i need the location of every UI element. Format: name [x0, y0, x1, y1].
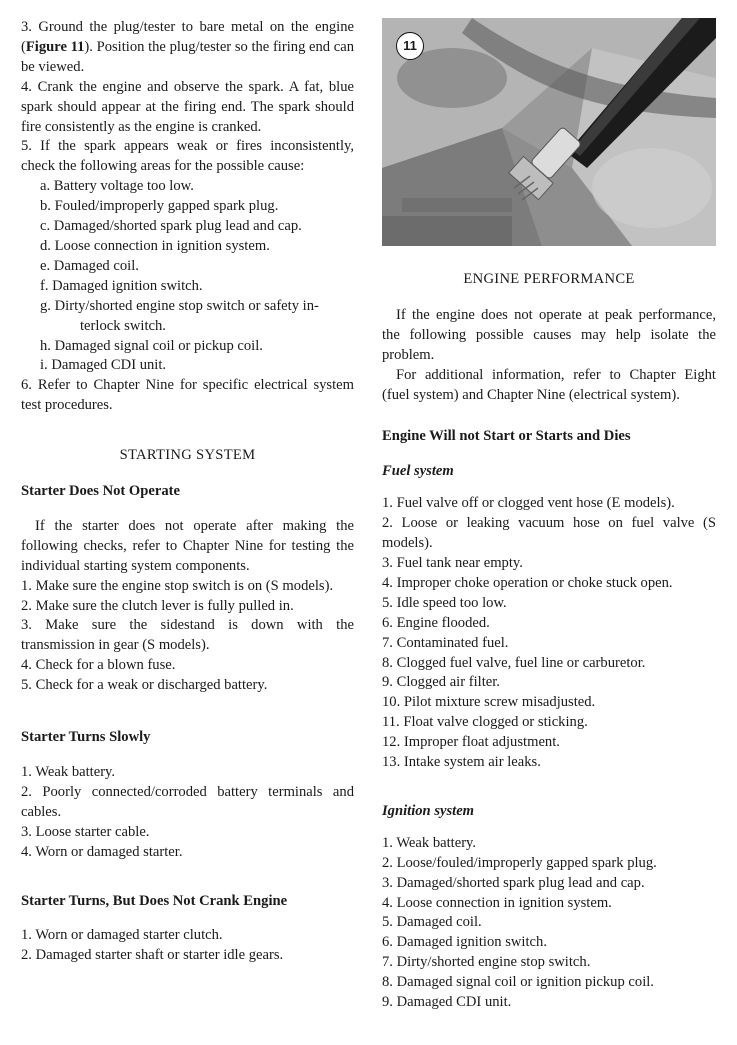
list-item: 3. Fuel tank near empty.: [382, 554, 523, 571]
list-item: 2. Loose/fouled/improperly gapped spark plug.: [382, 854, 657, 871]
starter-no-crank-list: [21, 926, 354, 966]
list-item: 9. Clogged air filter.: [382, 674, 500, 691]
starting-system-heading: STARTING SYSTEM: [119, 447, 256, 464]
list-item: 6. Engine flooded.: [382, 614, 490, 631]
list-item: 4. Worn or damaged starter.: [21, 843, 183, 860]
list-item: 5. Check for a weak or discharged battery.: [21, 677, 268, 694]
wont-start-heading: Engine Will not Start or Starts and Dies: [382, 428, 631, 445]
list-item: 1. Worn or damaged starter clutch.: [21, 927, 223, 944]
list-item: c. Damaged/shorted spark plug lead and cap.: [40, 218, 302, 235]
starter-not-operate-intro: If the starter does not operate after making the following checks, refer to Chapter Nine for testing the individual starting system components.: [21, 517, 354, 574]
list-item: 2. Damaged starter shaft or starter idle gears.: [21, 947, 284, 964]
list-item: 4. Improper choke operation or choke stuck open.: [382, 574, 673, 591]
starter-not-operate-heading: Starter Does Not Operate: [21, 483, 180, 500]
list-item: 3. Make sure the sidestand is down with the transmission in gear (S models).: [21, 617, 354, 654]
list-item: h. Damaged signal coil or pickup coil.: [40, 337, 263, 354]
list-item: 2. Poorly connected/corroded battery terminals and cables.: [21, 783, 354, 820]
list-item: 1. Make sure the engine stop switch is on (S models).: [21, 577, 334, 594]
step-5: 5. If the spark appears weak or fires inconsistently, check the following areas for the possible cause:: [21, 138, 354, 175]
list-item: d. Loose connection in ignition system.: [40, 237, 270, 254]
list-item: 1. Weak battery.: [382, 834, 477, 851]
list-item: 5. Idle speed too low.: [382, 594, 507, 611]
figure-11-photo: [382, 18, 716, 246]
list-item: 11. Float valve clogged or sticking.: [382, 714, 588, 731]
spark-plug-photo-illustration: [382, 18, 716, 246]
right-column: [382, 18, 716, 1013]
list-item: 3. Loose starter cable.: [21, 823, 150, 840]
list-item: i. Damaged CDI unit.: [40, 357, 167, 374]
list-item: 5. Damaged coil.: [382, 914, 482, 931]
list-item: 7. Contaminated fuel.: [382, 634, 509, 651]
ignition-system-heading: Ignition system: [382, 802, 475, 819]
list-item: a. Battery voltage too low.: [40, 178, 194, 195]
list-item: 2. Make sure the clutch lever is fully pulled in.: [21, 597, 294, 614]
ignition-system-list: [382, 834, 716, 1013]
step-6: 6. Refer to Chapter Nine for specific electrical system test procedures.: [21, 377, 354, 414]
starter-turns-slowly-heading: Starter Turns Slowly: [21, 729, 151, 746]
left-column: [21, 18, 354, 966]
engine-performance-reference: For additional information, refer to Chapter Eight (fuel system) and Chapter Nine (electrical system).: [382, 366, 716, 403]
list-item: e. Damaged coil.: [40, 257, 139, 274]
list-item: 8. Clogged fuel valve, fuel line or carburetor.: [382, 654, 646, 671]
figure-number-badge: 11: [396, 32, 424, 60]
list-item: 12. Improper float adjustment.: [382, 734, 560, 751]
list-item: 4. Check for a blown fuse.: [21, 657, 176, 674]
list-item: 2. Loose or leaking vacuum hose on fuel valve (S models).: [382, 515, 716, 552]
list-item: 7. Dirty/shorted engine stop switch.: [382, 954, 591, 971]
fuel-system-list: [382, 494, 716, 773]
spark-causes-list: [21, 177, 354, 376]
fuel-system-heading: Fuel system: [382, 463, 454, 480]
step-3: 3. Ground the plug/tester to bare metal on the engine (Figure 11). Position the plug/tester so the firing end can be viewed.: [21, 19, 355, 75]
list-item-continued: terlock switch.: [80, 317, 166, 334]
starter-not-operate-list: [21, 577, 354, 696]
list-item: 9. Damaged CDI unit.: [382, 994, 512, 1011]
list-item: 6. Damaged ignition switch.: [382, 934, 547, 951]
list-item: f. Damaged ignition switch.: [40, 277, 203, 294]
list-item: 13. Intake system air leaks.: [382, 754, 541, 771]
starter-no-crank-heading: Starter Turns, But Does Not Crank Engine: [21, 892, 288, 909]
list-item: 8. Damaged signal coil or ignition pickup coil.: [382, 974, 654, 991]
engine-performance-intro: If the engine does not operate at peak performance, the following possible causes may help isolate the problem.: [382, 306, 716, 363]
list-item: 4. Loose connection in ignition system.: [382, 894, 612, 911]
starter-turns-slowly-list: [21, 763, 354, 863]
list-item: 1. Weak battery.: [21, 764, 116, 780]
engine-performance-heading: ENGINE PERFORMANCE: [463, 271, 635, 287]
figure-reference: Figure 11: [25, 38, 85, 55]
list-item: g. Dirty/shorted engine stop switch or safety in-: [40, 297, 319, 314]
list-item: b. Fouled/improperly gapped spark plug.: [40, 198, 279, 215]
list-item: 3. Damaged/shorted spark plug lead and cap.: [382, 874, 645, 891]
list-item: 1. Fuel valve off or clogged vent hose (E models).: [382, 495, 675, 512]
list-item: 10. Pilot mixture screw misadjusted.: [382, 694, 596, 711]
step-4: 4. Crank the engine and observe the spark. A fat, blue spark should appear at the firing end. The spark should fire consistently as the engine is cranked.: [21, 78, 354, 135]
